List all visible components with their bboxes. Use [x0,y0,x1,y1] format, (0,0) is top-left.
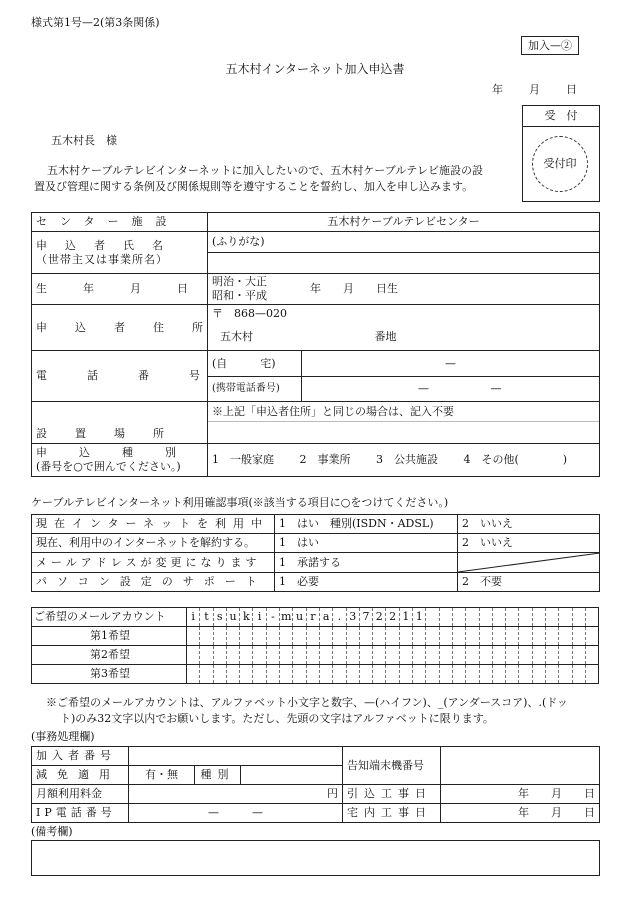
mail-cell[interactable] [240,627,253,646]
furigana-field[interactable]: (ふりがな) [208,232,600,253]
ip-phone-label: IP電話番号 [32,804,129,823]
applicant-name-field[interactable] [208,253,600,274]
mail-choice-2-row [32,646,599,665]
confirm-row-2-option-2[interactable]: 2 いいえ [458,534,600,553]
mail-cell[interactable] [187,665,200,684]
date-month: 月 [529,83,540,96]
indoor-date-field[interactable]: 年 月 日 [441,804,600,823]
mail-cell[interactable] [373,665,386,684]
mail-account-label: ご希望のメールアカウント [32,608,187,627]
document-title: 五木村インターネット加入申込書 [225,62,405,76]
mail-cell[interactable] [413,627,426,646]
confirm-row-4-option-2[interactable]: 2 不要 [458,573,600,592]
mail-char[interactable]: - [266,608,279,627]
mail-cell[interactable] [466,665,479,684]
mail-char[interactable]: 2 [373,608,386,627]
intro-line-2: 置及び管理に関する条例及び関係規則等を遵守することを誓約し、加入を申し込みます。 [34,180,474,193]
mail-cell[interactable] [200,627,213,646]
mail-cell[interactable] [399,627,412,646]
mail-cell[interactable] [280,627,293,646]
reception-stamp-circle: 受付印 [532,136,588,192]
mail-char[interactable]: 1 [413,608,426,627]
mail-cell[interactable] [452,627,465,646]
mail-char[interactable] [572,608,585,627]
install-location-field[interactable] [208,422,600,444]
birth-date-field[interactable] [208,274,600,305]
mail-cell[interactable] [226,646,239,665]
mail-cell[interactable] [386,665,399,684]
mail-cell[interactable] [346,646,359,665]
exemption-kind-label: 種別 [195,766,241,785]
addressee: 五木村長 様 [51,134,117,147]
mail-cell[interactable] [479,646,492,665]
mail-cell[interactable] [466,627,479,646]
remarks-heading: (備考欄) [31,825,73,838]
mail-cell[interactable] [333,646,346,665]
mail-cell[interactable] [213,665,226,684]
confirm-row-3-option-1[interactable]: 1 承諾する [275,553,458,573]
ip-phone-field[interactable]: — — [129,804,343,823]
mail-cell[interactable] [373,646,386,665]
mail-cell[interactable] [413,646,426,665]
mail-cell[interactable] [532,627,545,646]
mail-cell[interactable] [546,627,559,646]
mail-char[interactable] [492,608,505,627]
confirm-heading: ケーブルテレビインターネット利用確認事項(※該当する項目に○をつけてください。) [31,496,449,509]
application-type-label [32,444,208,477]
exemption-kind-field[interactable] [241,766,343,785]
member-number-label: 加入者番号 [32,747,129,766]
mail-char[interactable]: . [333,608,346,627]
mail-char[interactable]: u [293,608,306,627]
mail-char[interactable] [519,608,532,627]
reception-box [522,105,600,202]
mail-cell[interactable] [399,646,412,665]
mail-cell[interactable] [559,646,572,665]
mail-char[interactable]: 3 [346,608,359,627]
mail-cell[interactable] [293,627,306,646]
confirm-table [31,514,600,592]
type-option-other[interactable]: 4 その他( ) [463,453,568,467]
mail-cell[interactable] [333,627,346,646]
mail-cell[interactable] [373,627,386,646]
mail-cell[interactable] [426,646,439,665]
mail-char[interactable]: u [226,608,239,627]
mail-cell[interactable] [266,665,279,684]
address-field[interactable] [208,324,600,351]
mail-char[interactable] [452,608,465,627]
mail-account-table [31,607,599,684]
mail-choice-1-row [32,627,599,646]
mail-cell[interactable] [240,646,253,665]
mobile-phone-field[interactable] [302,377,600,402]
mail-char[interactable] [559,608,572,627]
address-label: 申込者住所 [32,305,208,351]
monthly-fee-label: 月額利用料金 [32,785,129,804]
application-type-label-line1: 申込種別 [36,446,208,460]
mail-cell[interactable] [413,665,426,684]
postal-field[interactable]: 〒 868—020 [208,305,600,324]
type-option-public[interactable]: 3 公共施設 [376,453,438,467]
confirm-row-4-option-1[interactable]: 1 必要 [275,573,458,592]
mail-choice-2-label: 第2希望 [32,646,187,665]
mail-cell[interactable] [359,627,372,646]
mail-cell[interactable] [546,665,559,684]
mail-cell[interactable] [452,646,465,665]
mail-cell[interactable] [585,665,598,684]
mail-char[interactable] [546,608,559,627]
mail-char[interactable] [426,608,439,627]
applicant-name-label [32,232,208,274]
mail-char[interactable]: i [253,608,266,627]
remarks-field[interactable] [31,840,600,876]
center-label [32,213,208,232]
village-name: 五木村 [220,329,253,343]
mail-cell[interactable] [240,665,253,684]
office-table [31,746,600,823]
reception-label: 受 付 [523,106,599,127]
mail-char[interactable]: i [187,608,200,627]
mail-cell[interactable] [306,665,319,684]
mail-cell[interactable] [319,646,332,665]
mail-char[interactable]: k [240,608,253,627]
mail-cell[interactable] [200,646,213,665]
mail-char[interactable] [439,608,452,627]
mail-cell[interactable] [280,646,293,665]
mail-char[interactable] [506,608,519,627]
mail-char[interactable] [466,608,479,627]
mail-cell[interactable] [572,627,585,646]
mail-cell[interactable] [439,665,452,684]
mail-cell[interactable] [319,627,332,646]
mail-cell[interactable] [572,646,585,665]
mail-char[interactable]: 1 [399,608,412,627]
exemption-yes-no[interactable]: 有・無 [129,766,195,785]
mail-cell[interactable] [559,665,572,684]
phone-label: 電話番号 [32,351,208,402]
home-phone-field[interactable]: — [302,351,600,377]
mail-cell[interactable] [452,665,465,684]
mail-cell[interactable] [572,665,585,684]
mail-cell[interactable] [253,665,266,684]
mail-cell[interactable] [213,646,226,665]
mail-cell[interactable] [585,627,598,646]
mail-account-row [32,608,599,627]
mail-char[interactable]: a [319,608,332,627]
mail-cell[interactable] [439,627,452,646]
mail-cell[interactable] [519,665,532,684]
mail-choice-1-label: 第1希望 [32,627,187,646]
mail-cell[interactable] [506,665,519,684]
mail-cell[interactable] [280,665,293,684]
install-note: ※上記「申込者住所」と同じの場合は、記入不要 [208,402,600,422]
mail-cell[interactable] [532,646,545,665]
applicant-name-label-line2: （世帯主又は事業所名） [36,252,168,266]
mail-cell[interactable] [266,627,279,646]
mail-cell[interactable] [399,665,412,684]
mail-cell[interactable] [439,646,452,665]
mail-cell[interactable] [479,627,492,646]
confirm-row-1-option-1[interactable]: 1 はい 種別(ISDN・ADSL) [275,515,458,534]
monthly-fee-field[interactable]: 円 [129,785,343,804]
applicant-name-label-line1: 申込者氏名 [36,238,181,252]
type-option-business[interactable]: 2 事業所 [299,453,351,467]
mail-choice-3-row [32,665,599,684]
mail-cell[interactable] [426,627,439,646]
mail-cell[interactable] [559,627,572,646]
indoor-date-label: 宅内工事日 [343,804,441,823]
mail-cell[interactable] [306,646,319,665]
mail-char[interactable] [585,608,598,627]
confirm-row-3-label: メールアドレスが変更になります [32,553,275,573]
terminal-number-field[interactable] [441,747,600,785]
mail-char[interactable]: t [200,608,213,627]
mail-choice-3-label: 第3希望 [32,665,187,684]
date-day: 日 [566,83,577,96]
banchi-label: 番地 [374,329,397,343]
mail-cell[interactable] [386,646,399,665]
mail-char[interactable] [532,608,545,627]
intro-line-1: 五木村ケーブルテレビインターネットに加入したいので、五木村ケーブルテレビ施設の設 [47,164,484,177]
mail-cell[interactable] [359,646,372,665]
mail-char[interactable] [479,608,492,627]
mail-cell[interactable] [466,646,479,665]
center-label-text: センター施設 [36,215,180,229]
confirm-row-2-label: 現在、利用中のインターネットを解約する。 [32,534,275,553]
confirm-row-1-label: 現在インターネットを利用中 [32,515,275,534]
mail-cell[interactable] [585,646,598,665]
mail-cell[interactable] [359,665,372,684]
mail-note-line-1: ※ご希望のメールアカウントは、アルファベット小文字と数字、—(ハイフン)、_(アンダースコア)、.(ドッ [46,696,568,709]
member-number-field[interactable] [129,747,343,766]
mail-cell[interactable] [532,665,545,684]
confirm-row-3-diagonal [458,553,600,572]
mail-char[interactable]: 7 [359,608,372,627]
mail-cell[interactable] [266,646,279,665]
mail-cell[interactable] [506,646,519,665]
era-option-1: 明治・大正 [212,275,267,289]
form-number: 様式第1号—2(第3条関係) [31,16,160,29]
mail-cell[interactable] [492,646,505,665]
category-tag: 加入—② [521,36,579,55]
mail-cell[interactable] [187,646,200,665]
mail-char[interactable]: 2 [386,608,399,627]
terminal-number-label: 告知端末機番号 [343,747,441,785]
mail-cell[interactable] [426,665,439,684]
mail-cell[interactable] [519,627,532,646]
office-heading: (事務処理欄) [31,730,95,743]
mail-cell[interactable] [293,646,306,665]
mail-cell[interactable] [213,627,226,646]
mail-cell[interactable] [226,627,239,646]
mobile-phone-label: (携帯電話番号) [208,377,302,402]
date-year: 年 [492,83,503,96]
confirm-row-2-option-1[interactable]: 1 はい [275,534,458,553]
mail-cell[interactable] [333,665,346,684]
mobile-sep-1: — [418,382,429,396]
application-type-label-line2: (番号を○で囲んでください。) [36,460,181,473]
mail-cell[interactable] [546,646,559,665]
mail-cell[interactable] [319,665,332,684]
home-phone-label: (自 宅) [208,351,302,377]
application-type-options[interactable] [208,444,600,477]
confirm-row-3-empty [458,553,600,573]
mail-cell[interactable] [306,627,319,646]
install-location-label: 設置場所 [32,402,208,444]
mail-cell[interactable] [200,665,213,684]
mail-cell[interactable] [346,627,359,646]
mail-cell[interactable] [506,627,519,646]
mail-cell[interactable] [187,627,200,646]
mail-cell[interactable] [492,627,505,646]
mail-char[interactable]: r [306,608,319,627]
birth-date-label: 生年月日 [32,274,208,305]
mail-char[interactable]: s [213,608,226,627]
lead-in-date-label: 引込工事日 [343,785,441,804]
mail-cell[interactable] [253,646,266,665]
mail-cell[interactable] [346,665,359,684]
type-option-household[interactable]: 1 一般家庭 [212,453,274,467]
mail-char[interactable]: m [280,608,293,627]
confirm-row-1-option-2[interactable]: 2 いいえ [458,515,600,534]
lead-in-date-field[interactable]: 年 月 日 [441,785,600,804]
mail-cell[interactable] [519,646,532,665]
mail-note-line-2: ト)のみ32文字以内でお願いします。ただし、先頭の文字はアルファベットに限ります。 [60,712,494,725]
center-value: 五木村ケーブルテレビセンター [208,213,600,232]
mail-cell[interactable] [386,627,399,646]
mail-cell[interactable] [253,627,266,646]
confirm-row-4-label: パソコン設定のサポート [32,573,275,592]
exemption-label: 減免適用 [32,766,129,785]
application-table [31,212,600,477]
mail-cell[interactable] [293,665,306,684]
mail-cell[interactable] [479,665,492,684]
mail-cell[interactable] [492,665,505,684]
mobile-sep-2: — [490,382,502,396]
mail-cell[interactable] [226,665,239,684]
era-option-2: 昭和・平成 [212,289,267,302]
birth-ymd: 年 月 日生 [310,282,398,296]
